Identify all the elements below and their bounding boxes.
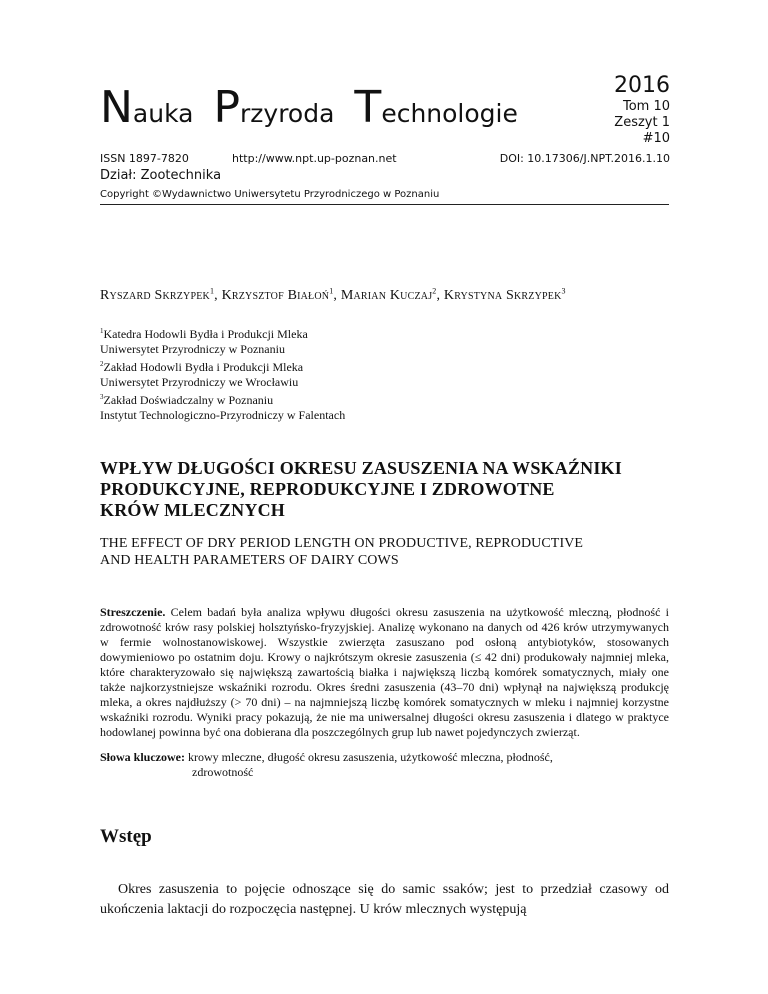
keywords-text-cont: zdrowotność [192,765,254,779]
section-label: Dział: Zootechnika [100,168,222,183]
issn: ISSN 1897-7820 [100,152,189,165]
title-polish: WPŁYW DŁUGOŚCI OKRESU ZASUSZENIA NA WSKAŹNIKI PRODUKCYJNE, REPRODUKCYJNE I ZDROWOTNE KRÓW MLECZNYCH [100,458,622,520]
abstract [100,605,669,740]
title-english: THE EFFECT OF DRY PERIOD LENGTH ON PRODUCTIVE, REPRODUCTIVE AND HEALTH PARAMETERS OF DAIRY COWS [100,536,584,568]
author-list [100,286,566,304]
logo-word-technologie: Technologie [354,82,518,133]
section-heading: Wstęp [100,826,152,847]
issue-info [614,73,670,147]
intro-paragraph: Okres zasuszenia to pojęcie odnoszące się do samic ssaków; jest to przedział czasowy od ukończenia laktacji do rozpoczęcia następnej. U krów mlecznych występują [100,882,669,917]
affiliations [100,324,345,423]
journal-logo [100,82,538,133]
affiliation-line: $^3$Zakład Doświadczalny w Poznaniu [100,393,274,407]
affiliation-line: Uniwersytet Przyrodniczy w Poznaniu [100,342,285,356]
issue-volume: Tom 10 [622,99,670,114]
author: Marian Kuczaj$^2$, [340,286,444,303]
issue-number: Zeszyt 1 [614,115,670,130]
author: Ryszard Skrzypek$^1$, [100,286,222,303]
affiliation-line: $^2$Zakład Hodowli Bydła i Produkcji Mleka [100,360,304,374]
keywords [100,750,669,780]
issue-year: 2016 [614,73,670,98]
author: Krystyna Skrzypek$^3$ [443,286,566,303]
keywords-label: Słowa kluczowe: [100,750,185,764]
affiliation-line: Uniwersytet Przyrodniczy we Wrocławiu [100,375,299,389]
abstract-label: Streszczenie. [100,605,166,619]
logo-word-przyroda: Przyroda [213,82,335,133]
affiliation-line: $^1$Katedra Hodowli Bydła i Produkcji Mleka [100,327,308,341]
affiliation-line: Instytut Technologiczno-Przyrodniczy w Falentach [100,408,346,422]
copyright: Copyright ©Wydawnictwo Uniwersytetu Przyrodniczego w Poznaniu [100,189,440,200]
abstract-text: Celem badań była analiza wpływu długości okresu zasuszenia na użytkowość mleczną, płodność i zdrowotność krów rasy polskiej holsztyńsko-fryzyjskiej. Analizę wykonano na danych od 426 krów utrzymywanych w fermie wolnostanowiskowej. Wszystkie zwierzęta zasuszano pod osłoną antybiotyków, stosowanych dowymieniowo po ostatnim doju. Krowy o najkrótszym okresie zasuszenia (≤ 42 dni) produkowały najmniej mleka, które charakteryzowało się największą zawartością białka i największą liczbą komórek somatycznych, miały one także najkorzystniejsze wskaźniki rozrodu. Okres średni zasuszenia (43–70 dni) wpłynął na największą produkcję mleka, a okres najdłuższy (> 70 dni) – na najmniejszą liczbę komórek somatycznych w mleku i najmniej korzystne wskaźniki rozrodu. Wyniki pracy pokazują, że nie ma uniwersalnej długości okresu zasuszenia i dlatego w praktyce hodowlanej powinna być ona dobierana dla poszczególnych grup lub nawet pojedynczych zwierząt. [100,605,669,739]
header-divider [100,204,669,205]
doi: DOI: 10.17306/J.NPT.2016.1.10 [499,152,670,165]
journal-url[interactable]: http://www.npt.up-poznan.net [232,152,397,165]
author: Krzysztof Białoń$^1$, [221,286,341,303]
article-number: #10 [642,131,670,146]
logo-word-nauka: Nauka [100,82,194,133]
keywords-text: krowy mleczne, długość okresu zasuszenia, użytkowość mleczna, płodność, [185,750,553,764]
